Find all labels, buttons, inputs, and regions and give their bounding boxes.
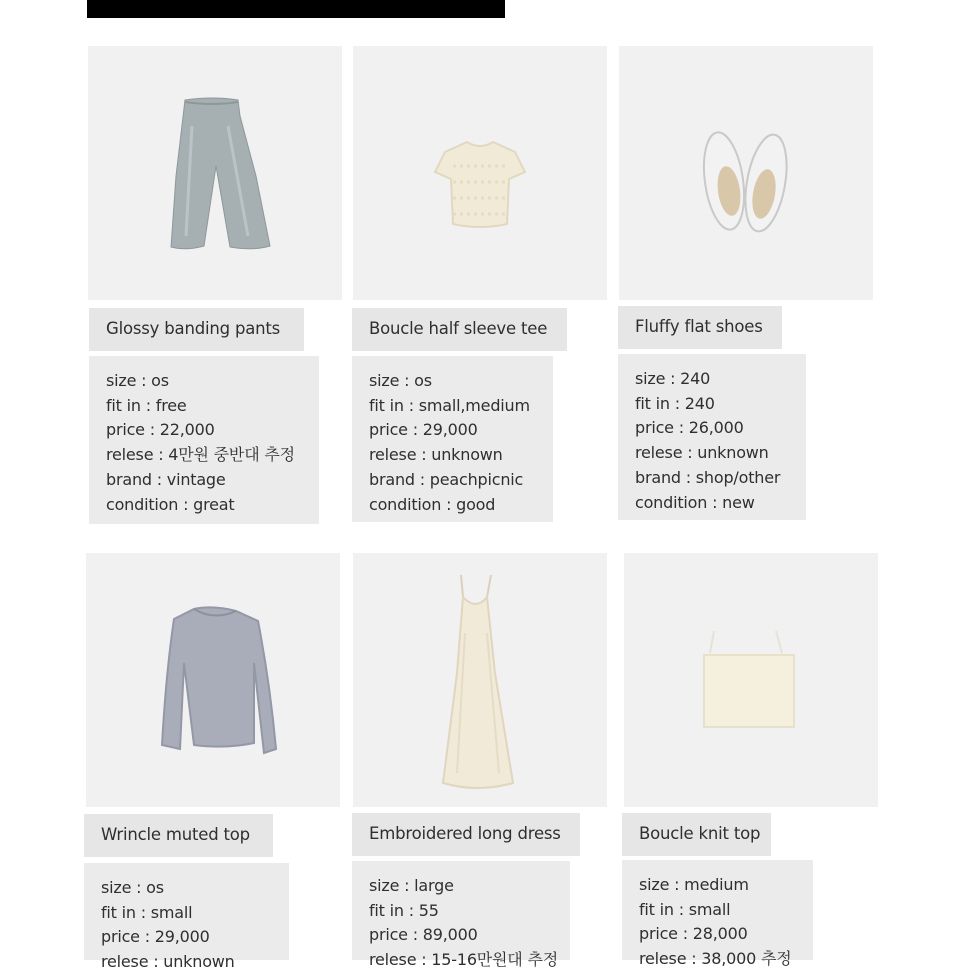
tshirt-icon	[353, 46, 607, 300]
product-spec-box	[618, 354, 806, 520]
product-spec-box	[84, 863, 289, 972]
product-image-boucle-knit-top[interactable]	[624, 553, 878, 807]
spec-condition: condition : good	[369, 494, 496, 514]
shoes-icon	[619, 46, 873, 300]
spec-size: size : 240	[635, 369, 711, 388]
spec-fit: fit in : 55	[369, 900, 439, 920]
spec-fit: fit in : free	[106, 395, 187, 415]
product-spec-box	[622, 860, 813, 969]
product-image-embroidered-long-dress[interactable]	[353, 553, 607, 807]
product-name-box	[618, 306, 782, 349]
product-image-wrincle-muted-top[interactable]	[86, 553, 340, 807]
spec-size: size : medium	[639, 875, 749, 894]
product-spec-box	[352, 861, 570, 970]
spec-price: price : 29,000	[369, 420, 478, 440]
spec-price: price : 22,000	[106, 420, 215, 440]
spec-condition: condition : great	[106, 494, 235, 514]
product-name-box	[89, 308, 304, 351]
spec-price: price : 26,000	[635, 418, 744, 438]
spec-release: relese : 15-16만원대 추정	[369, 950, 558, 970]
spec-release: relese : unknown	[369, 445, 503, 465]
spec-brand: brand : peachpicnic	[369, 469, 524, 489]
product-spec-box	[352, 356, 553, 522]
product-name: Glossy banding pants	[106, 319, 281, 339]
spec-price: price : 29,000	[101, 927, 210, 947]
header-banner	[87, 0, 505, 18]
pants-icon	[88, 46, 342, 300]
product-image-boucle-half-sleeve-tee[interactable]	[353, 46, 607, 300]
product-spec-box	[89, 356, 319, 524]
spec-fit: fit in : small,medium	[369, 395, 530, 415]
spec-fit: fit in : small	[639, 899, 731, 919]
spec-size: size : os	[101, 878, 164, 897]
product-name-box	[352, 813, 580, 856]
spec-fit: fit in : small	[101, 902, 193, 922]
product-name-box	[622, 813, 771, 856]
product-image-fluffy-flat-shoes[interactable]	[619, 46, 873, 300]
knit-top-icon	[624, 553, 878, 807]
spec-fit: fit in : 240	[635, 393, 715, 413]
product-name-box	[352, 308, 567, 351]
spec-release: relese : 4만원 중반대 추정	[106, 445, 295, 465]
spec-size: size : large	[369, 876, 454, 895]
product-name: Fluffy flat shoes	[635, 317, 763, 337]
spec-price: price : 28,000	[639, 924, 748, 944]
dress-icon	[353, 553, 607, 807]
spec-size: size : os	[369, 371, 432, 390]
product-name: Embroidered long dress	[369, 824, 561, 844]
product-name-box	[84, 814, 273, 857]
product-name: Boucle knit top	[639, 824, 761, 844]
product-name: Wrincle muted top	[101, 825, 250, 845]
spec-price: price : 89,000	[369, 925, 478, 945]
product-name: Boucle half sleeve tee	[369, 319, 548, 339]
product-image-glossy-banding-pants[interactable]	[88, 46, 342, 300]
spec-brand: brand : shop/other	[635, 467, 781, 487]
longsleeve-top-icon	[86, 553, 340, 807]
spec-brand: brand : vintage	[106, 469, 226, 489]
spec-condition: condition : new	[635, 492, 755, 512]
spec-size: size : os	[106, 371, 169, 390]
spec-release: relese : 38,000 추정	[639, 949, 792, 969]
spec-release: relese : unknown	[635, 443, 769, 463]
spec-release: relese : unknown	[101, 952, 235, 972]
